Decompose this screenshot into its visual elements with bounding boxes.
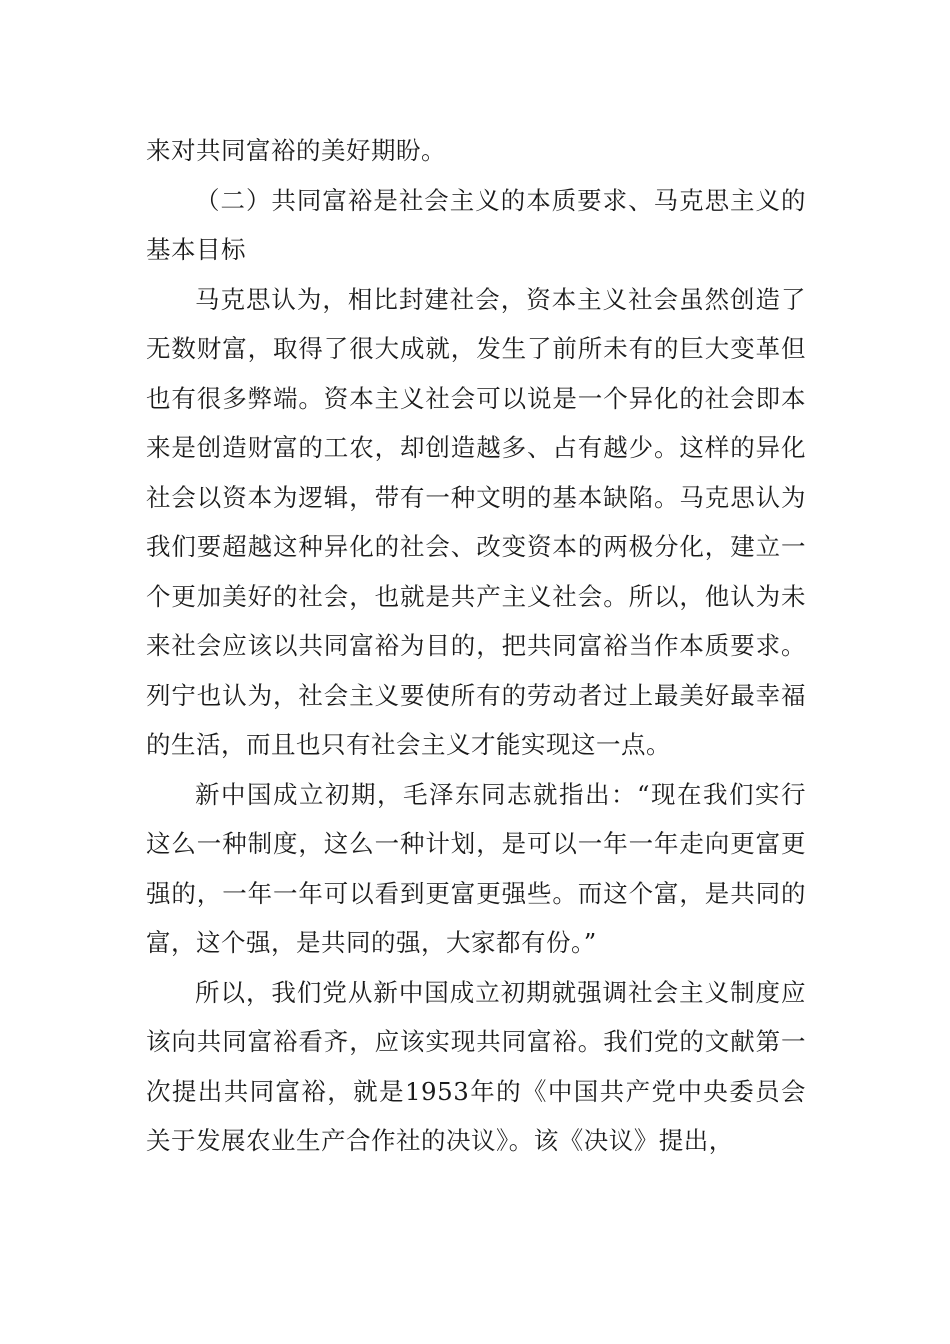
paragraph-party-history: 所以，我们党从新中国成立初期就强调社会主义制度应该向共同富裕看齐，应该实现共同富裕。我们党的文献第一次提出共同富裕，就是1953年的《中国共产党中央委员会关于发展农业生产合作社的决议》。该《决议》提出， [146,977,806,1155]
paragraph-continuation: 来对共同富裕的美好期盼。 [146,136,446,165]
paragraph-mao-quote: 新中国成立初期，毛泽东同志就指出：“现在我们实行这么一种制度，这么一种计划，是可以一年一年走向更富更强的，一年一年可以看到更富更强些。而这个富，是共同的富，这个强，是共同的强，大家都有份。” [146,779,806,957]
document-body [146,126,806,1166]
section-heading: （二）共同富裕是社会主义的本质要求、马克思主义的基本目标 [146,185,806,264]
paragraph-marx: 马克思认为，相比封建社会，资本主义社会虽然创造了无数财富，取得了很大成就，发生了前所未有的巨大变革但也有很多弊端。资本主义社会可以说是一个异化的社会即本来是创造财富的工农，却创造越多、占有越少。这样的异化社会以资本为逻辑，带有一种文明的基本缺陷。马克思认为我们要超越这种异化的社会、改变资本的两极分化，建立一个更加美好的社会，也就是共产主义社会。所以，他认为未来社会应该以共同富裕为目的，把共同富裕当作本质要求。列宁也认为，社会主义要使所有的劳动者过上最美好最幸福的生活，而且也只有社会主义才能实现这一点。 [146,284,806,759]
